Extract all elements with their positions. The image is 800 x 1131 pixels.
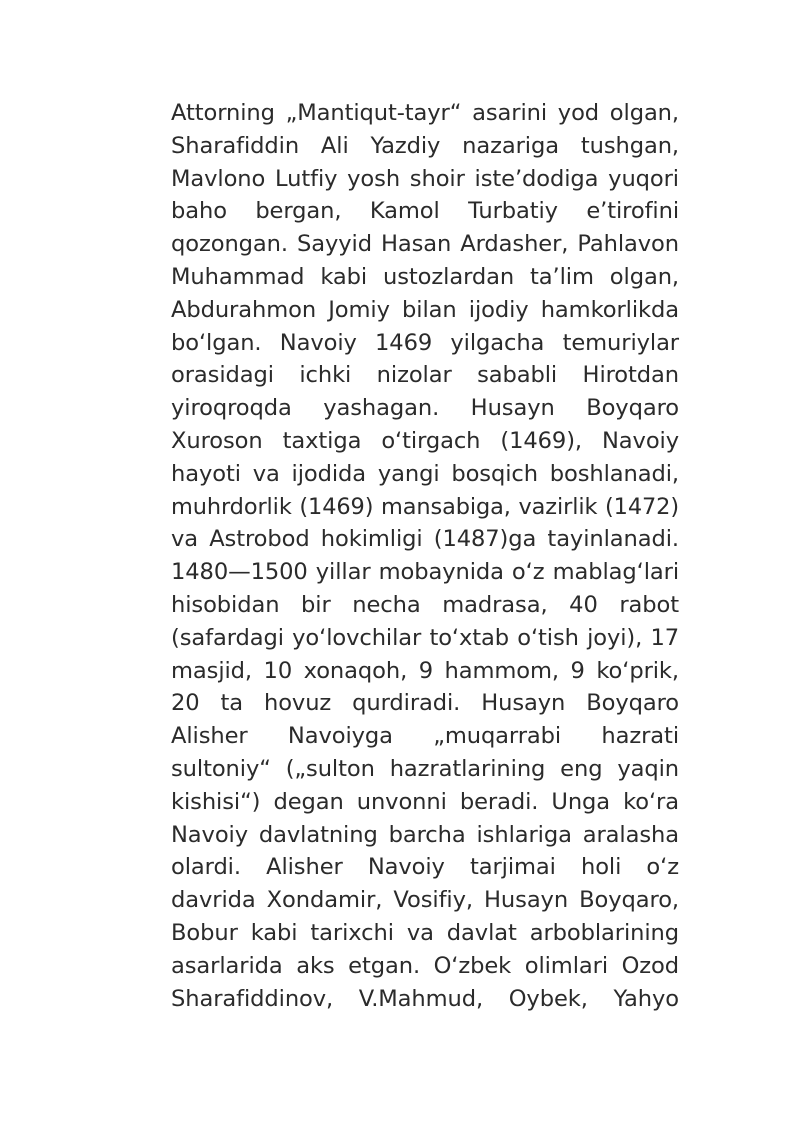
body-paragraph	[171, 97, 679, 1015]
text-line: olardi. Alisher Navoiy tarjimai holi o‘z	[171, 854, 679, 881]
text-line: 1480—1500 yillar mobaynida o‘z mablag‘lari	[171, 559, 679, 586]
text-line: Attorning „Mantiqut-tayr“ asarini yod olgan,	[171, 100, 679, 126]
text-line: orasidagi ichki nizolar sababli Hirotdan	[171, 362, 679, 389]
text-line: hisobidan bir necha madrasa, 40 rabot	[171, 591, 679, 618]
text-line: Navoiy davlatning barcha ishlariga aralasha	[171, 821, 679, 848]
text-line: sultoniy“ („sulton hazratlarining eng yaqin	[171, 755, 679, 782]
text-line: (safardagi yo‘lovchilar to‘xtab o‘tish joyi), 17	[171, 624, 679, 651]
text-line: bo‘lgan. Navoiy 1469 yilgacha temuriylar	[171, 329, 679, 356]
text-line: hayoti va ijodida yangi bosqich boshlanadi,	[171, 460, 679, 487]
text-line: Bobur kabi tarixchi va davlat arboblarining	[171, 919, 679, 946]
text-line: Muhammad kabi ustozlardan ta’lim olgan,	[171, 263, 679, 290]
text-line: Sharafiddin Ali Yazdiy nazariga tushgan,	[171, 132, 679, 159]
text-line: Mavlono Lutfiy yosh shoir iste’dodiga yuqori	[171, 165, 679, 192]
text-line: Sharafiddinov, V.Mahmud, Oybek, Yahyo	[171, 985, 679, 1012]
text-line: davrida Xondamir, Vosifiy, Husayn Boyqaro,	[171, 887, 679, 914]
text-line: Alisher Navoiyga „muqarrabi hazrati	[171, 723, 679, 750]
text-line: asarlarida aks etgan. O‘zbek olimlari Ozod	[171, 952, 679, 979]
text-line: 20 ta hovuz qurdiradi. Husayn Boyqaro	[171, 690, 679, 717]
text-line: baho bergan, Kamol Turbatiy e’tirofini	[171, 198, 679, 225]
text-line: muhrdorlik (1469) mansabiga, vazirlik (1472)	[171, 493, 679, 520]
text-line: qozongan. Sayyid Hasan Ardasher, Pahlavon	[171, 231, 679, 258]
text-line: masjid, 10 xonaqoh, 9 hammom, 9 ko‘prik,	[171, 657, 679, 684]
text-line: kishisi“) degan unvonni beradi. Unga ko‘ra	[171, 788, 679, 815]
text-line: Xuroson taxtiga o‘tirgach (1469), Navoiy	[171, 427, 679, 454]
text-line: va Astrobod hokimligi (1487)ga tayinlanadi.	[171, 526, 679, 553]
text-line: yiroqroqda yashagan. Husayn Boyqaro	[171, 395, 679, 422]
text-line: Abdurahmon Jomiy bilan ijodiy hamkorlikda	[171, 296, 679, 323]
